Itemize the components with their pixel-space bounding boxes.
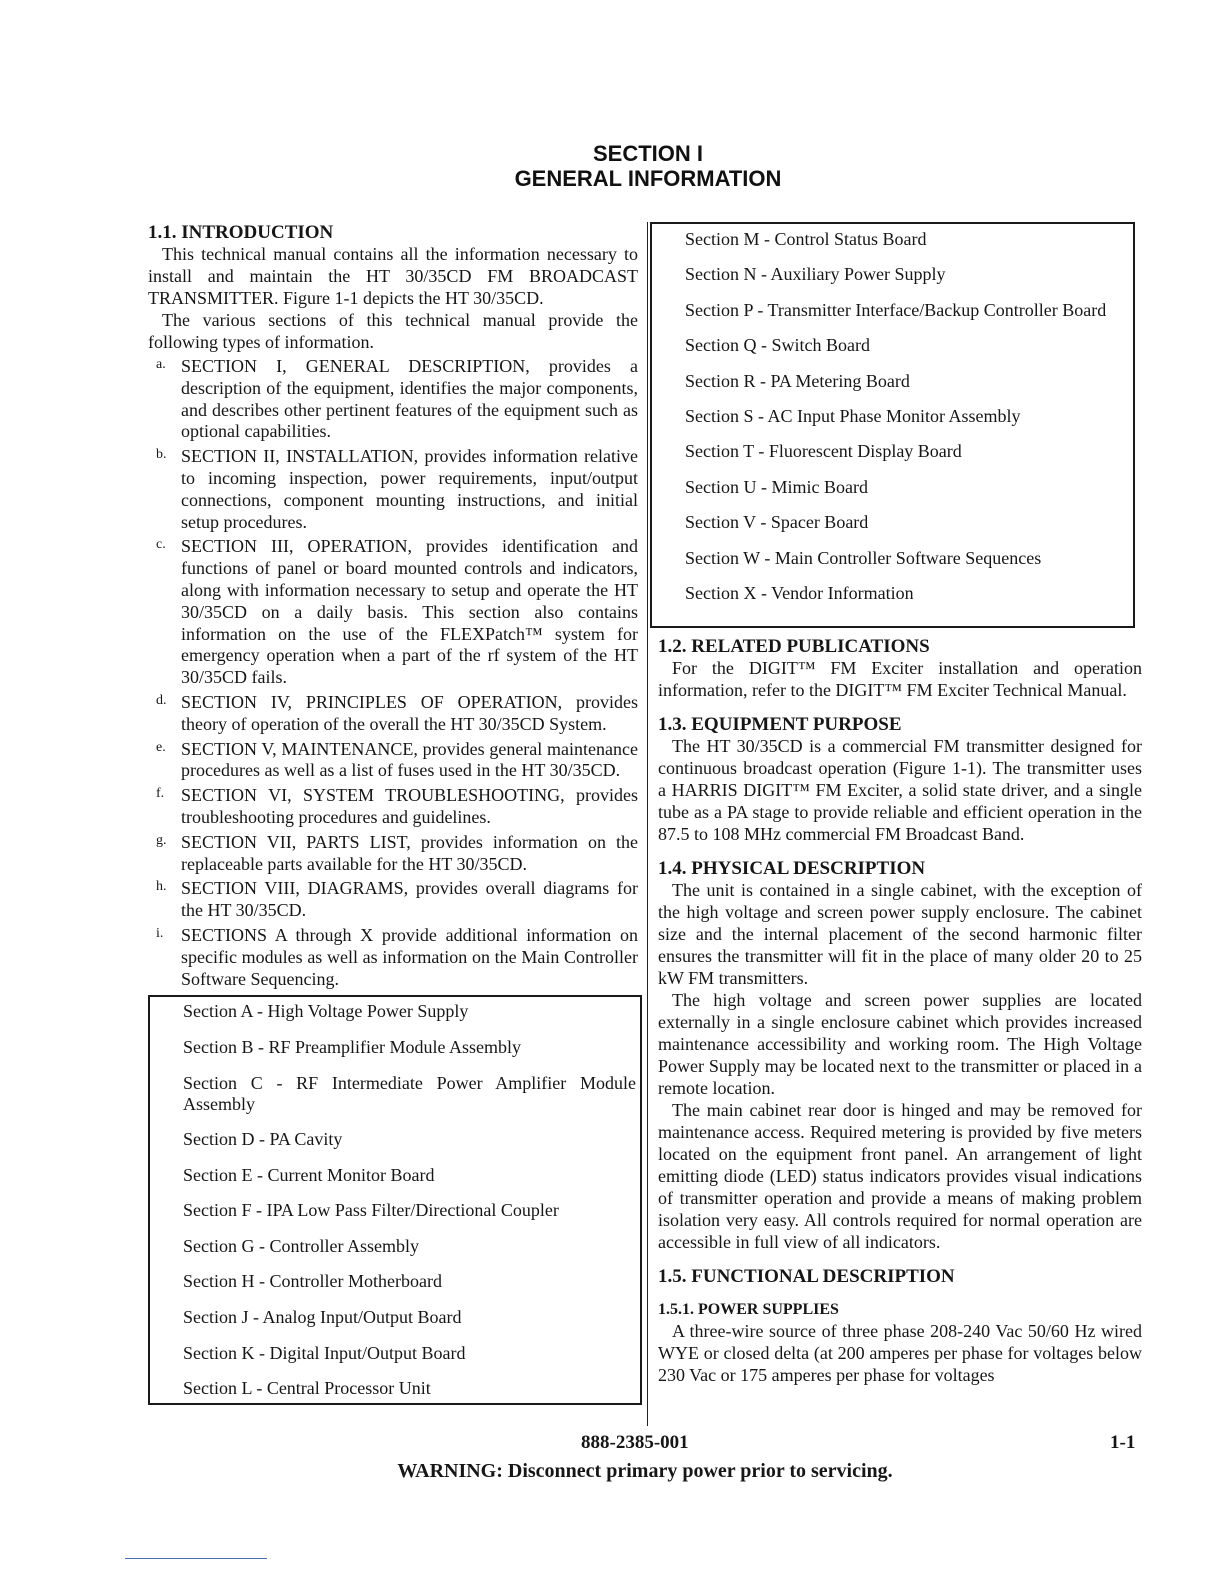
list-item: Section E - Current Monitor Board	[183, 1164, 435, 1185]
section-number: SECTION I	[592, 141, 703, 166]
list-item: Section X - Vendor Information	[685, 582, 914, 603]
functional-heading: 1.5. FUNCTIONAL DESCRIPTION	[658, 1266, 955, 1287]
list-item: h. SECTION VIII, DIAGRAMS, provides overall diagrams for the HT 30/35CD.	[156, 878, 638, 921]
purpose-paragraph: The HT 30/35CD is a commercial FM transmitter designed for continuous broadcast operation (Figure 1-1). The transmitter uses a HARRIS DIGIT™ FM Exciter, a solid state driver, and a single tube as a PA stage to provide reliable and efficient operation in the 87.5 to 108 MHz commercial FM Broadcast Band.	[658, 736, 1142, 844]
list-item: Section W - Main Controller Software Sequences	[685, 547, 1042, 568]
intro-paragraph-2: The various sections of this technical manual provide the following types of information.	[148, 310, 638, 352]
physical-paragraph-1: The unit is contained in a single cabinet, with the exception of the high voltage and screen power supply enclosure. The cabinet size and the internal placement of the second harmonic filter ensures the transmitter will fit in the place of many older 20 to 25 kW FM transmitters.	[658, 880, 1142, 988]
list-item: Section J - Analog Input/Output Board	[183, 1307, 462, 1328]
list-item: Section R - PA Metering Board	[685, 370, 910, 391]
list-item: Section L - Central Processor Unit	[183, 1378, 431, 1399]
list-item: Section D - PA Cavity	[183, 1129, 343, 1150]
intro-paragraph-1: This technical manual contains all the information necessary to install and maintain the HT 30/35CD FM BROADCAST TRANSMITTER. Figure 1-1 depicts the HT 30/35CD.	[148, 244, 638, 308]
list-item: Section Q - Switch Board	[685, 335, 870, 356]
left-column	[148, 222, 638, 1405]
list-item: d. SECTION IV, PRINCIPLES OF OPERATION, provides theory of operation of the overall the HT 30/35CD System.	[156, 691, 638, 734]
section-title: GENERAL INFORMATION	[514, 166, 782, 191]
list-item: a. SECTION I, GENERAL DESCRIPTION, provides a description of the equipment, identifies the major components, and describes other pertinent features of the equipment such as optional capabilities.	[156, 356, 638, 442]
physical-paragraph-2: The high voltage and screen power supplies are located externally in a single enclosure cabinet which provides increased maintenance accessibility and working room. The High Voltage Power Supply may be located next to the transmitter or placed in a remote location.	[658, 990, 1142, 1098]
list-item: Section M - Control Status Board	[685, 229, 927, 249]
list-item: e. SECTION V, MAINTENANCE, provides general maintenance procedures as well as a list of fuses used in the HT 30/35CD.	[156, 738, 638, 781]
list-item: Section C - RF Intermediate Power Amplifier Module Assembly	[183, 1072, 636, 1114]
list-item: i. SECTIONS A through X provide additional information on specific modules as well as information on the Main Controller Software Sequencing.	[156, 924, 638, 989]
list-item: Section A - High Voltage Power Supply	[183, 1001, 469, 1022]
list-item: Section U - Mimic Board	[685, 476, 868, 497]
safety-warning: WARNING: Disconnect primary power prior to servicing.	[397, 1460, 893, 1482]
related-heading: 1.2. RELATED PUBLICATIONS	[658, 636, 930, 657]
list-item: Section F - IPA Low Pass Filter/Directional Coupler	[183, 1200, 559, 1221]
manual-sections-list	[148, 356, 638, 990]
list-item: f. SECTION VI, SYSTEM TROUBLESHOOTING, provides troubleshooting procedures and guidelines.	[156, 785, 638, 827]
list-item: Section N - Auxiliary Power Supply	[685, 264, 946, 285]
power-supplies-subheading: 1.5.1. POWER SUPPLIES	[658, 1301, 839, 1318]
power-supplies-paragraph: A three-wire source of three phase 208-240 Vac 50/60 Hz wired WYE or closed delta (at 200 amperes per phase for voltages below 230 Vac or 175 amperes per phase for voltages	[658, 1321, 1142, 1385]
purpose-heading: 1.3. EQUIPMENT PURPOSE	[658, 714, 902, 735]
list-item: Section K - Digital Input/Output Board	[183, 1342, 466, 1363]
intro-heading: 1.1. INTRODUCTION	[148, 222, 334, 243]
list-item: Section T - Fluorescent Display Board	[685, 441, 962, 462]
list-item: Section H - Controller Motherboard	[183, 1271, 442, 1292]
sections-m-x-box	[650, 222, 1135, 628]
list-item: Section V - Spacer Board	[685, 512, 869, 533]
physical-heading: 1.4. PHYSICAL DESCRIPTION	[658, 858, 926, 879]
page-number: 1-1	[1110, 1432, 1136, 1453]
list-item: Section P - Transmitter Interface/Backup Controller Board	[685, 299, 1107, 320]
footer-rule	[125, 1558, 267, 1559]
related-paragraph: For the DIGIT™ FM Exciter installation and operation information, refer to the DIGIT™ FM Exciter Technical Manual.	[658, 658, 1142, 700]
physical-paragraph-3: The main cabinet rear door is hinged and may be removed for maintenance access. Required metering is provided by five meters located on the equipment front panel. An arrangement of light emitting diode (LED) status indicators provides visual indications of transmitter operation and provide a means of making problem isolation very easy. All controls required for normal operation are accessible in full view of all indicators.	[658, 1100, 1142, 1252]
list-item: c. SECTION III, OPERATION, provides identification and functions of panel or board mounted controls and indicators, along with information necessary to setup and operate the HT 30/35CD on a daily basis. This section also contains information on the use of the FLEXPatch™ system for emergency operation when a part of the rf system of the HT 30/35CD fails.	[156, 536, 638, 688]
list-item: Section S - AC Input Phase Monitor Assembly	[685, 405, 1021, 426]
list-item: Section G - Controller Assembly	[183, 1235, 419, 1256]
list-item: b. SECTION II, INSTALLATION, provides information relative to incoming inspection, power requirements, input/output connections, component mounting instructions, and initial setup procedures.	[156, 446, 638, 532]
right-column	[658, 222, 1142, 1386]
document-number: 888-2385-001	[581, 1432, 689, 1453]
list-item: g. SECTION VII, PARTS LIST, provides information on the replaceable parts available for the HT 30/35CD.	[156, 831, 638, 874]
list-item: Section B - RF Preamplifier Module Assembly	[183, 1036, 521, 1057]
sections-a-l-box	[148, 995, 642, 1405]
page-header	[0, 141, 1224, 191]
column-divider	[647, 222, 648, 1426]
